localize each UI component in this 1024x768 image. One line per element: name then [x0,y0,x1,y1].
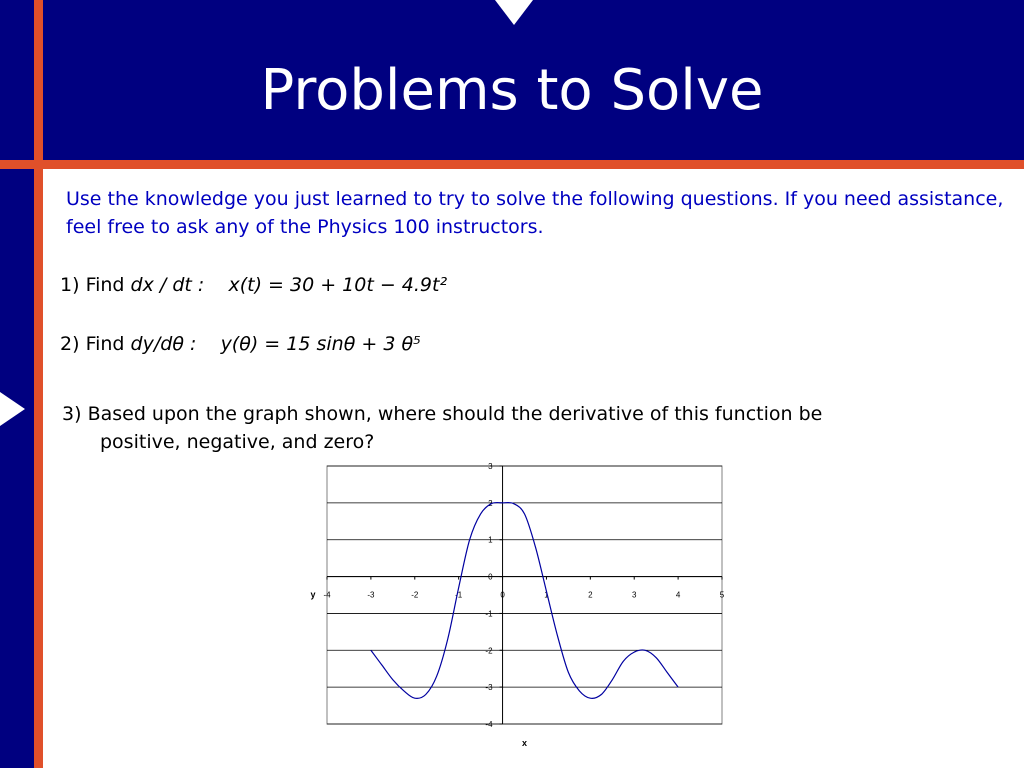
problem-2-find: Find [85,333,125,355]
y-tick-label: 1 [488,535,493,545]
slide-title: Problems to Solve [260,58,764,123]
problem-2-derivative: dy/dθ : [130,333,197,355]
top-triangle-icon [495,0,533,25]
problem-1-find: Find [85,274,125,296]
problem-1-equation: x(t) = 30 + 10t − 4.9t² [228,274,448,296]
problem-2-number: 2) [60,333,80,355]
header-accent-line [0,160,1024,169]
x-tick-label: -2 [411,590,419,600]
problem-3 [62,400,942,456]
problem-1 [60,274,447,296]
x-tick-label: 4 [675,590,681,600]
problem-3-line1: Based upon the graph shown, where should the derivative of this function be [87,403,823,425]
y-tick-label: 3 [488,462,493,471]
problem-2 [60,333,421,355]
problem-3-number: 3) [62,403,82,425]
y-tick-label: -4 [485,720,493,729]
problem-1-derivative: dx / dt : [130,274,205,296]
problem-1-number: 1) [60,274,80,296]
y-tick-label: -1 [485,609,493,619]
x-tick-label: 2 [588,590,593,600]
x-tick-label: 5 [719,590,725,600]
y-tick-label: 0 [488,572,493,582]
y-axis-title: y [310,589,316,600]
y-tick-label: 2 [488,498,493,508]
plot-area [327,466,722,724]
intro-text: Use the knowledge you just learned to try to solve the following questions. If you need assistance, feel free to ask any of the Physics 100 instructors. [66,188,1004,238]
problem-2-equation: y(θ) = 15 sinθ + 3 θ⁵ [220,333,421,355]
x-axis-title: x [522,738,528,748]
x-tick-label: 3 [631,590,637,600]
y-tick-label: -2 [485,646,493,656]
side-triangle-icon [0,392,25,426]
y-tick-label: -3 [485,683,493,693]
x-tick-label: 0 [500,590,505,600]
function-graph [300,455,740,755]
x-tick-label: -3 [367,590,375,600]
x-tick-label: -1 [455,590,463,600]
problem-3-line2: positive, negative, and zero? [100,431,375,453]
x-tick-label: 1 [544,590,549,600]
x-tick-label: -4 [323,590,331,600]
